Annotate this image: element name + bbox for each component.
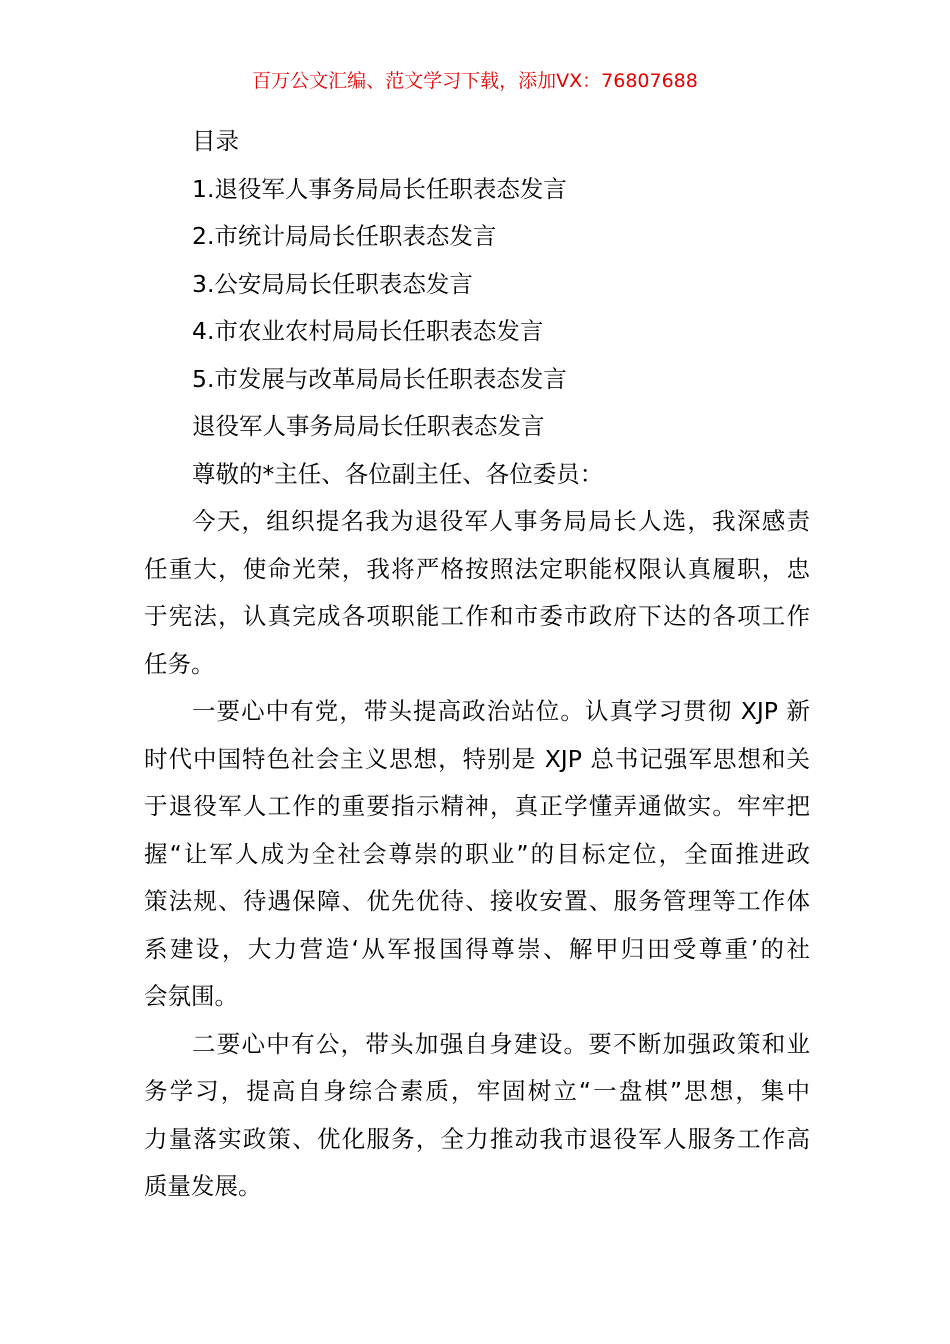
toc-item: 2.市统计局局长任职表态发言	[192, 222, 497, 250]
paragraph-line: 策法规、待遇保障、优先优待、接收安置、服务管理等工作体	[144, 887, 810, 915]
toc-item: 5.市发展与改革局局长任职表态发言	[192, 364, 567, 393]
salutation: 尊敬的*主任、各位副主任、各位委员：	[192, 459, 604, 488]
paragraph-line: 握“让军人成为全社会尊崇的职业”的目标定位，全面推进政	[144, 839, 810, 868]
toc-item: 3.公安局局长任职表态发言	[192, 269, 473, 298]
toc-item: 4.市农业农村局局长任职表态发言	[192, 317, 544, 345]
toc-title: 目录	[192, 127, 239, 155]
paragraph-line: 时代中国特色社会主义思想，特别是 XJP 总书记强军思想和关	[144, 744, 810, 773]
toc-item: 1.退役军人事务局局长任职表态发言	[192, 174, 567, 203]
paragraph-line: 质量发展。	[144, 1172, 262, 1200]
paragraph-line: 任重大，使命光荣，我将严格按照法定职能权限认真履职，忠	[144, 554, 810, 583]
paragraph-point-two	[144, 1021, 810, 1211]
paragraph-point-one	[144, 688, 810, 1021]
paragraph-line: 于退役军人工作的重要指示精神，真正学懂弄通做实。牢牢把	[144, 792, 810, 820]
paragraph-line: 力量落实政策、优化服务，全力推动我市退役军人服务工作高	[144, 1124, 810, 1153]
paragraph-line: 务学习，提高自身综合素质，牢固树立“一盘棋”思想，集中	[144, 1077, 810, 1105]
header-banner: 百万公文汇编、范文学习下载，添加VX：76807688	[252, 70, 698, 92]
paragraph-line: 二要心中有公，带头加强自身建设。要不断加强政策和业	[192, 1029, 810, 1058]
paragraph-line: 任务。	[144, 649, 215, 678]
article-title: 退役军人事务局局长任职表态发言	[192, 412, 545, 440]
paragraph-line: 系建设，大力营造‘从军报国得尊崇、解甲归田受尊重’的社	[144, 934, 810, 963]
paragraph-line: 会氛围。	[144, 982, 238, 1010]
document-body	[144, 118, 810, 1211]
paragraph-line: 今天，组织提名我为退役军人事务局局长人选，我深感责	[192, 507, 810, 535]
paragraph-line: 一要心中有党，带头提高政治站位。认真学习贯彻 XJP 新	[192, 697, 810, 725]
paragraph-line: 于宪法，认真完成各项职能工作和市委市政府下达的各项工作	[144, 602, 810, 630]
paragraph-intro	[144, 498, 810, 688]
